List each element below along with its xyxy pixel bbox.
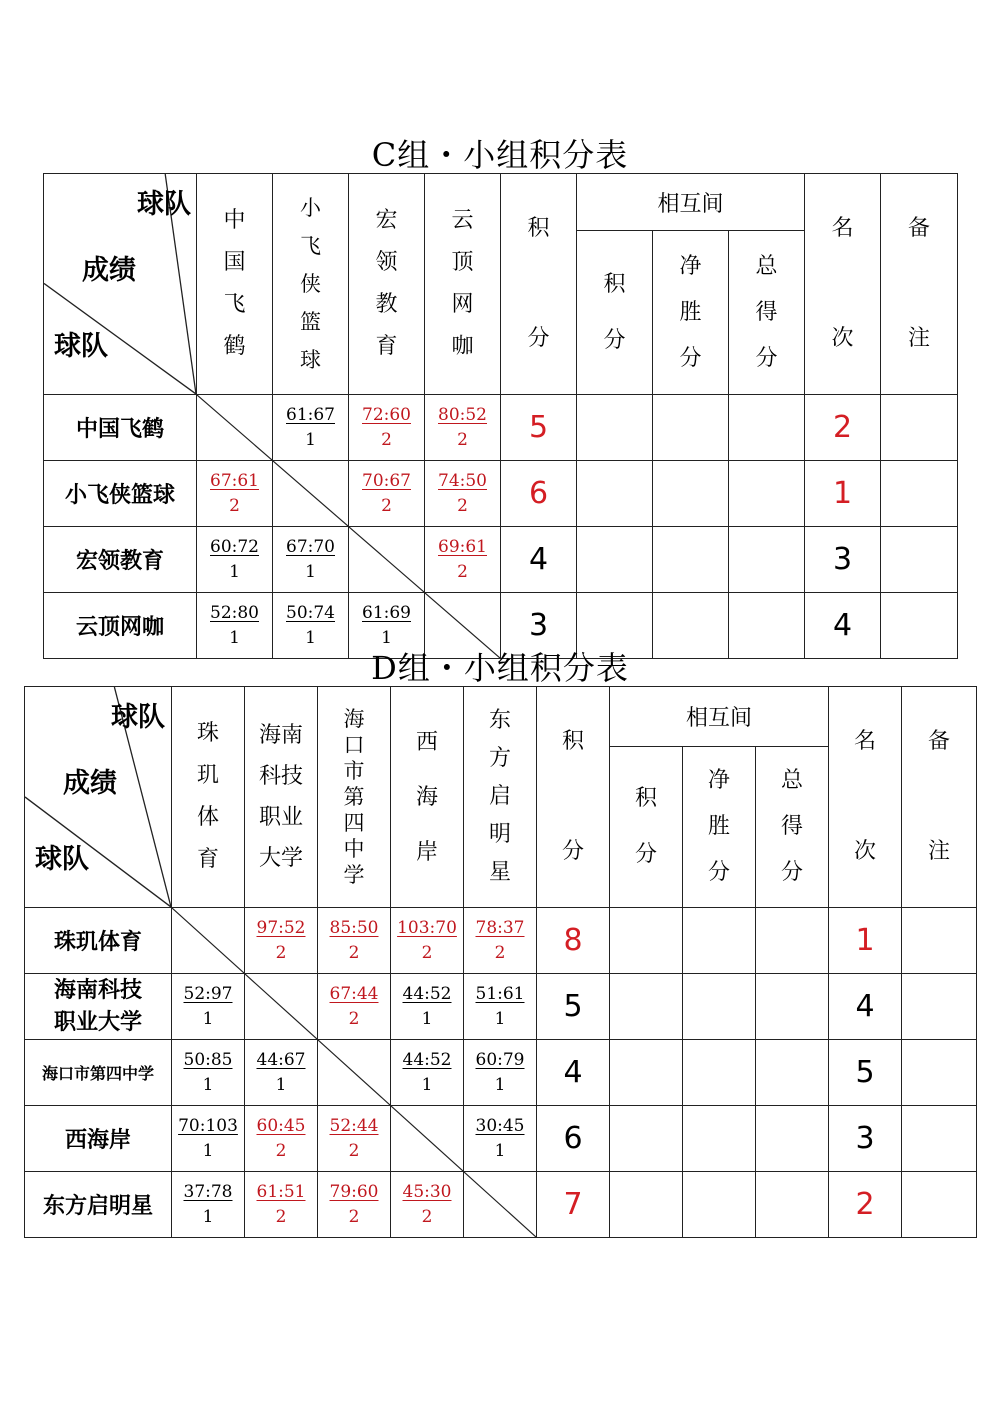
col-header-team xyxy=(172,687,245,908)
total-points: 8 xyxy=(537,908,610,974)
col-header-mutual-total xyxy=(756,747,829,908)
match-result xyxy=(425,470,500,516)
mutual-net-cell xyxy=(683,1040,756,1106)
col-header-rank xyxy=(829,687,902,908)
rank-value: 3 xyxy=(805,527,881,593)
match-points: 1 xyxy=(229,627,240,648)
table-row xyxy=(44,395,958,461)
note-cell xyxy=(881,461,958,527)
match-points: 2 xyxy=(348,942,360,963)
match-result-cell xyxy=(318,908,391,974)
corner-cell xyxy=(44,174,197,395)
mutual-points-header: 积分 xyxy=(603,271,626,353)
rank-value: 3 xyxy=(829,1106,902,1172)
rank-value: 1 xyxy=(805,461,881,527)
diagonal-line xyxy=(391,1106,463,1171)
team-col-label: 珠玑体育 xyxy=(196,721,219,872)
match-result xyxy=(197,470,272,516)
match-points: 2 xyxy=(421,1206,433,1227)
match-result-cell xyxy=(425,395,501,461)
mutual-net-header: 净胜分 xyxy=(707,768,730,886)
match-result xyxy=(318,1181,390,1227)
match-result xyxy=(172,1115,244,1161)
match-score: 72:60 xyxy=(362,404,411,425)
match-result xyxy=(172,1049,244,1095)
diagonal-line xyxy=(318,1040,390,1105)
diagonal-line xyxy=(172,908,244,973)
col-header-note xyxy=(902,687,977,908)
match-result xyxy=(273,536,348,582)
match-result xyxy=(318,917,390,963)
team-col-label: 宏领教育 xyxy=(375,208,398,359)
match-result-cell xyxy=(391,974,464,1040)
col-header-mutual-total xyxy=(729,231,805,395)
match-score: 69:61 xyxy=(438,536,487,557)
rank-header: 名次 xyxy=(831,216,854,351)
total-points: 7 xyxy=(537,1172,610,1238)
match-result-cell xyxy=(172,1040,245,1106)
match-result xyxy=(464,983,536,1029)
col-header-team xyxy=(391,687,464,908)
col-header-mutual: 相互间 xyxy=(610,687,829,747)
note-cell xyxy=(902,1106,977,1172)
match-score: 44:52 xyxy=(402,983,452,1004)
note-header: 备注 xyxy=(908,216,931,351)
match-points: 1 xyxy=(305,627,316,648)
self-match-cell xyxy=(197,395,273,461)
match-score: 70:103 xyxy=(178,1115,238,1136)
match-result-cell xyxy=(197,527,273,593)
diagonal-line xyxy=(197,395,272,460)
match-score: 60:45 xyxy=(256,1115,306,1136)
match-score: 60:79 xyxy=(475,1049,525,1070)
table-row xyxy=(44,461,958,527)
total-points: 5 xyxy=(501,395,577,461)
match-score: 70:67 xyxy=(362,470,411,491)
diagonal-line xyxy=(273,461,348,526)
mutual-total-cell xyxy=(756,1106,829,1172)
match-result-cell xyxy=(172,1106,245,1172)
self-match-cell xyxy=(172,908,245,974)
match-score: 74:50 xyxy=(438,470,487,491)
col-header-rank xyxy=(805,174,881,395)
group-c-title: C组・小组积分表 xyxy=(371,136,629,174)
mutual-net-cell xyxy=(683,1172,756,1238)
self-match-cell xyxy=(273,461,349,527)
match-points: 1 xyxy=(305,429,316,450)
note-cell xyxy=(881,395,958,461)
mutual-total-cell xyxy=(729,461,805,527)
col-header-team xyxy=(197,174,273,395)
match-result-cell xyxy=(464,974,537,1040)
table-row xyxy=(25,974,977,1040)
mutual-net-cell xyxy=(683,1106,756,1172)
table-row xyxy=(25,1040,977,1106)
rank-value: 4 xyxy=(805,593,881,659)
match-result xyxy=(391,983,463,1029)
match-result-cell xyxy=(245,1172,318,1238)
total-points: 4 xyxy=(537,1040,610,1106)
note-cell xyxy=(902,1040,977,1106)
mutual-total-cell xyxy=(756,974,829,1040)
match-points: 1 xyxy=(202,1074,214,1095)
match-points: 1 xyxy=(494,1008,506,1029)
match-result-cell xyxy=(273,527,349,593)
corner-top-label: 球队 xyxy=(111,702,165,733)
match-points: 1 xyxy=(494,1074,506,1095)
group-c-table xyxy=(43,173,958,659)
match-score: 61:69 xyxy=(362,602,411,623)
col-header-points xyxy=(501,174,577,395)
match-result-cell xyxy=(273,395,349,461)
total-points: 3 xyxy=(501,593,577,659)
match-score: 61:67 xyxy=(286,404,335,425)
mutual-net-header: 净胜分 xyxy=(679,253,702,371)
match-result xyxy=(318,1115,390,1161)
match-score: 52:97 xyxy=(183,983,233,1004)
row-team-name: 云顶网咖 xyxy=(44,593,197,659)
match-points: 2 xyxy=(275,1206,287,1227)
match-score: 52:44 xyxy=(329,1115,379,1136)
match-result-cell xyxy=(197,461,273,527)
match-result-cell xyxy=(172,1172,245,1238)
match-score: 79:60 xyxy=(329,1181,379,1202)
col-header-points xyxy=(537,687,610,908)
self-match-cell xyxy=(391,1106,464,1172)
match-score: 61:51 xyxy=(256,1181,306,1202)
match-points: 1 xyxy=(494,1140,506,1161)
match-result xyxy=(349,602,424,648)
col-header-mutual: 相互间 xyxy=(577,174,805,231)
col-header-team xyxy=(464,687,537,908)
rank-value: 2 xyxy=(805,395,881,461)
match-score: 52:80 xyxy=(210,602,259,623)
team-col-label: 小飞侠篮球 xyxy=(300,196,321,372)
team-col-label: 中国飞鹤 xyxy=(223,208,246,359)
match-score: 50:74 xyxy=(286,602,335,623)
diagonal-line xyxy=(245,974,317,1039)
row-team-name: 珠玑体育 xyxy=(25,908,172,974)
match-points: 1 xyxy=(305,561,316,582)
col-header-note xyxy=(881,174,958,395)
match-result-cell xyxy=(391,908,464,974)
match-score: 37:78 xyxy=(183,1181,233,1202)
total-points: 6 xyxy=(537,1106,610,1172)
note-cell xyxy=(881,527,958,593)
match-result xyxy=(425,404,500,450)
match-points: 2 xyxy=(421,942,433,963)
match-points: 2 xyxy=(348,1008,360,1029)
self-match-cell xyxy=(318,1040,391,1106)
note-cell xyxy=(902,908,977,974)
col-header-team xyxy=(425,174,501,395)
col-header-mutual-net xyxy=(653,231,729,395)
row-team-name: 西海岸 xyxy=(25,1106,172,1172)
match-points: 2 xyxy=(229,495,240,516)
match-score: 44:52 xyxy=(402,1049,452,1070)
mutual-total-header: 总得分 xyxy=(755,253,778,371)
match-result-cell xyxy=(464,1040,537,1106)
corner-bottom-label: 球队 xyxy=(35,844,89,875)
match-result xyxy=(245,1115,317,1161)
col-header-team xyxy=(273,174,349,395)
note-cell xyxy=(902,974,977,1040)
col-header-team xyxy=(245,687,318,908)
points-header: 积分 xyxy=(527,216,550,351)
match-result xyxy=(349,470,424,516)
rank-value: 5 xyxy=(829,1040,902,1106)
table-row xyxy=(25,1172,977,1238)
corner-middle-label: 成绩 xyxy=(82,255,136,286)
mutual-points-cell xyxy=(577,527,653,593)
team-col-label: 西海岸 xyxy=(415,729,438,865)
match-result xyxy=(391,1049,463,1095)
mutual-points-cell xyxy=(610,1106,683,1172)
total-points: 5 xyxy=(537,974,610,1040)
team-col-label: 云顶网咖 xyxy=(451,208,474,359)
note-header: 备注 xyxy=(928,729,951,864)
diagonal-line xyxy=(349,527,424,592)
match-score: 30:45 xyxy=(475,1115,525,1136)
row-team-name: 中国飞鹤 xyxy=(44,395,197,461)
corner-bottom-label: 球队 xyxy=(54,331,108,362)
mutual-net-cell xyxy=(653,461,729,527)
rank-value: 4 xyxy=(829,974,902,1040)
match-points: 1 xyxy=(381,627,392,648)
diagonal-line xyxy=(464,1172,536,1237)
match-result xyxy=(245,1181,317,1227)
table-row xyxy=(44,527,958,593)
group-d-title: D组・小组积分表 xyxy=(371,649,629,687)
match-points: 2 xyxy=(457,561,468,582)
mutual-net-cell xyxy=(683,908,756,974)
match-points: 2 xyxy=(381,495,392,516)
match-result-cell xyxy=(318,1172,391,1238)
match-score: 103:70 xyxy=(397,917,457,938)
match-result xyxy=(464,917,536,963)
match-score: 51:61 xyxy=(475,983,525,1004)
self-match-cell xyxy=(464,1172,537,1238)
match-result-cell xyxy=(425,527,501,593)
match-result-cell xyxy=(172,974,245,1040)
match-result-cell xyxy=(349,395,425,461)
match-score: 67:61 xyxy=(210,470,259,491)
match-score: 60:72 xyxy=(210,536,259,557)
mutual-points-cell xyxy=(610,974,683,1040)
match-result xyxy=(464,1115,536,1161)
mutual-points-header: 积分 xyxy=(634,786,657,868)
match-result-cell xyxy=(391,1172,464,1238)
rank-value: 1 xyxy=(829,908,902,974)
mutual-points-cell xyxy=(610,1172,683,1238)
mutual-net-cell xyxy=(653,395,729,461)
self-match-cell xyxy=(245,974,318,1040)
match-result xyxy=(273,602,348,648)
match-points: 1 xyxy=(229,561,240,582)
match-score: 80:52 xyxy=(438,404,487,425)
mutual-net-cell xyxy=(653,527,729,593)
match-points: 2 xyxy=(348,1206,360,1227)
match-result xyxy=(197,602,272,648)
match-points: 2 xyxy=(348,1140,360,1161)
match-points: 2 xyxy=(275,942,287,963)
match-points: 2 xyxy=(457,495,468,516)
row-team-name: 小飞侠篮球 xyxy=(44,461,197,527)
mutual-total-cell xyxy=(756,908,829,974)
team-col-label: 东方启明星 xyxy=(488,708,511,885)
match-score: 50:85 xyxy=(183,1049,233,1070)
match-points: 2 xyxy=(275,1140,287,1161)
match-points: 1 xyxy=(421,1074,433,1095)
match-points: 2 xyxy=(494,942,506,963)
match-result xyxy=(172,1181,244,1227)
row-team-name: 东方启明星 xyxy=(25,1172,172,1238)
row-team-name: 海口市第四中学 xyxy=(25,1040,172,1106)
match-score: 85:50 xyxy=(329,917,379,938)
match-result-cell xyxy=(318,974,391,1040)
match-score: 45:30 xyxy=(402,1181,452,1202)
rank-value: 2 xyxy=(829,1172,902,1238)
match-points: 1 xyxy=(275,1074,287,1095)
match-result-cell xyxy=(245,908,318,974)
match-points: 1 xyxy=(202,1140,214,1161)
mutual-points-cell xyxy=(610,1040,683,1106)
total-points: 4 xyxy=(501,527,577,593)
match-result xyxy=(273,404,348,450)
self-match-cell xyxy=(349,527,425,593)
points-header: 积分 xyxy=(561,729,584,864)
match-score: 67:44 xyxy=(329,983,379,1004)
row-team-name: 宏领教育 xyxy=(44,527,197,593)
match-score: 67:70 xyxy=(286,536,335,557)
col-header-mutual-points xyxy=(610,747,683,908)
match-result-cell xyxy=(464,1106,537,1172)
mutual-total-cell xyxy=(756,1040,829,1106)
group-d-table xyxy=(24,686,977,1238)
corner-middle-label: 成绩 xyxy=(63,768,117,799)
col-header-mutual-net xyxy=(683,747,756,908)
corner-cell xyxy=(25,687,172,908)
match-result-cell xyxy=(464,908,537,974)
row-team-name: 海南科技职业大学 xyxy=(25,974,172,1040)
match-score: 97:52 xyxy=(256,917,306,938)
match-result xyxy=(425,536,500,582)
match-score: 78:37 xyxy=(475,917,525,938)
match-result-cell xyxy=(245,1040,318,1106)
match-score: 44:67 xyxy=(256,1049,306,1070)
match-result xyxy=(245,1049,317,1095)
mutual-points-cell xyxy=(610,908,683,974)
mutual-points-cell xyxy=(577,461,653,527)
mutual-total-cell xyxy=(729,527,805,593)
mutual-total-header: 总得分 xyxy=(781,768,804,886)
match-result-cell xyxy=(349,461,425,527)
match-points: 2 xyxy=(457,429,468,450)
table-row xyxy=(25,1106,977,1172)
col-header-team xyxy=(349,174,425,395)
match-result xyxy=(197,536,272,582)
match-result xyxy=(391,1181,463,1227)
mutual-net-cell xyxy=(683,974,756,1040)
col-header-mutual-points xyxy=(577,231,653,395)
match-result xyxy=(464,1049,536,1095)
match-result xyxy=(172,983,244,1029)
match-points: 2 xyxy=(381,429,392,450)
match-points: 1 xyxy=(202,1206,214,1227)
team-col-label: 海南科技职业大学 xyxy=(258,723,303,871)
match-result-cell xyxy=(318,1106,391,1172)
match-result xyxy=(318,983,390,1029)
rank-header: 名次 xyxy=(854,729,877,864)
match-result-cell xyxy=(391,1040,464,1106)
mutual-total-cell xyxy=(756,1172,829,1238)
match-result xyxy=(391,917,463,963)
match-result-cell xyxy=(425,461,501,527)
match-result xyxy=(245,917,317,963)
match-points: 1 xyxy=(202,1008,214,1029)
total-points: 6 xyxy=(501,461,577,527)
note-cell xyxy=(902,1172,977,1238)
match-points: 1 xyxy=(421,1008,433,1029)
match-result-cell xyxy=(245,1106,318,1172)
table-row xyxy=(25,908,977,974)
corner-top-label: 球队 xyxy=(137,189,191,220)
match-result xyxy=(349,404,424,450)
col-header-team xyxy=(318,687,391,908)
mutual-points-cell xyxy=(577,395,653,461)
team-col-label: 海口市第四中学 xyxy=(343,707,365,887)
mutual-total-cell xyxy=(729,395,805,461)
